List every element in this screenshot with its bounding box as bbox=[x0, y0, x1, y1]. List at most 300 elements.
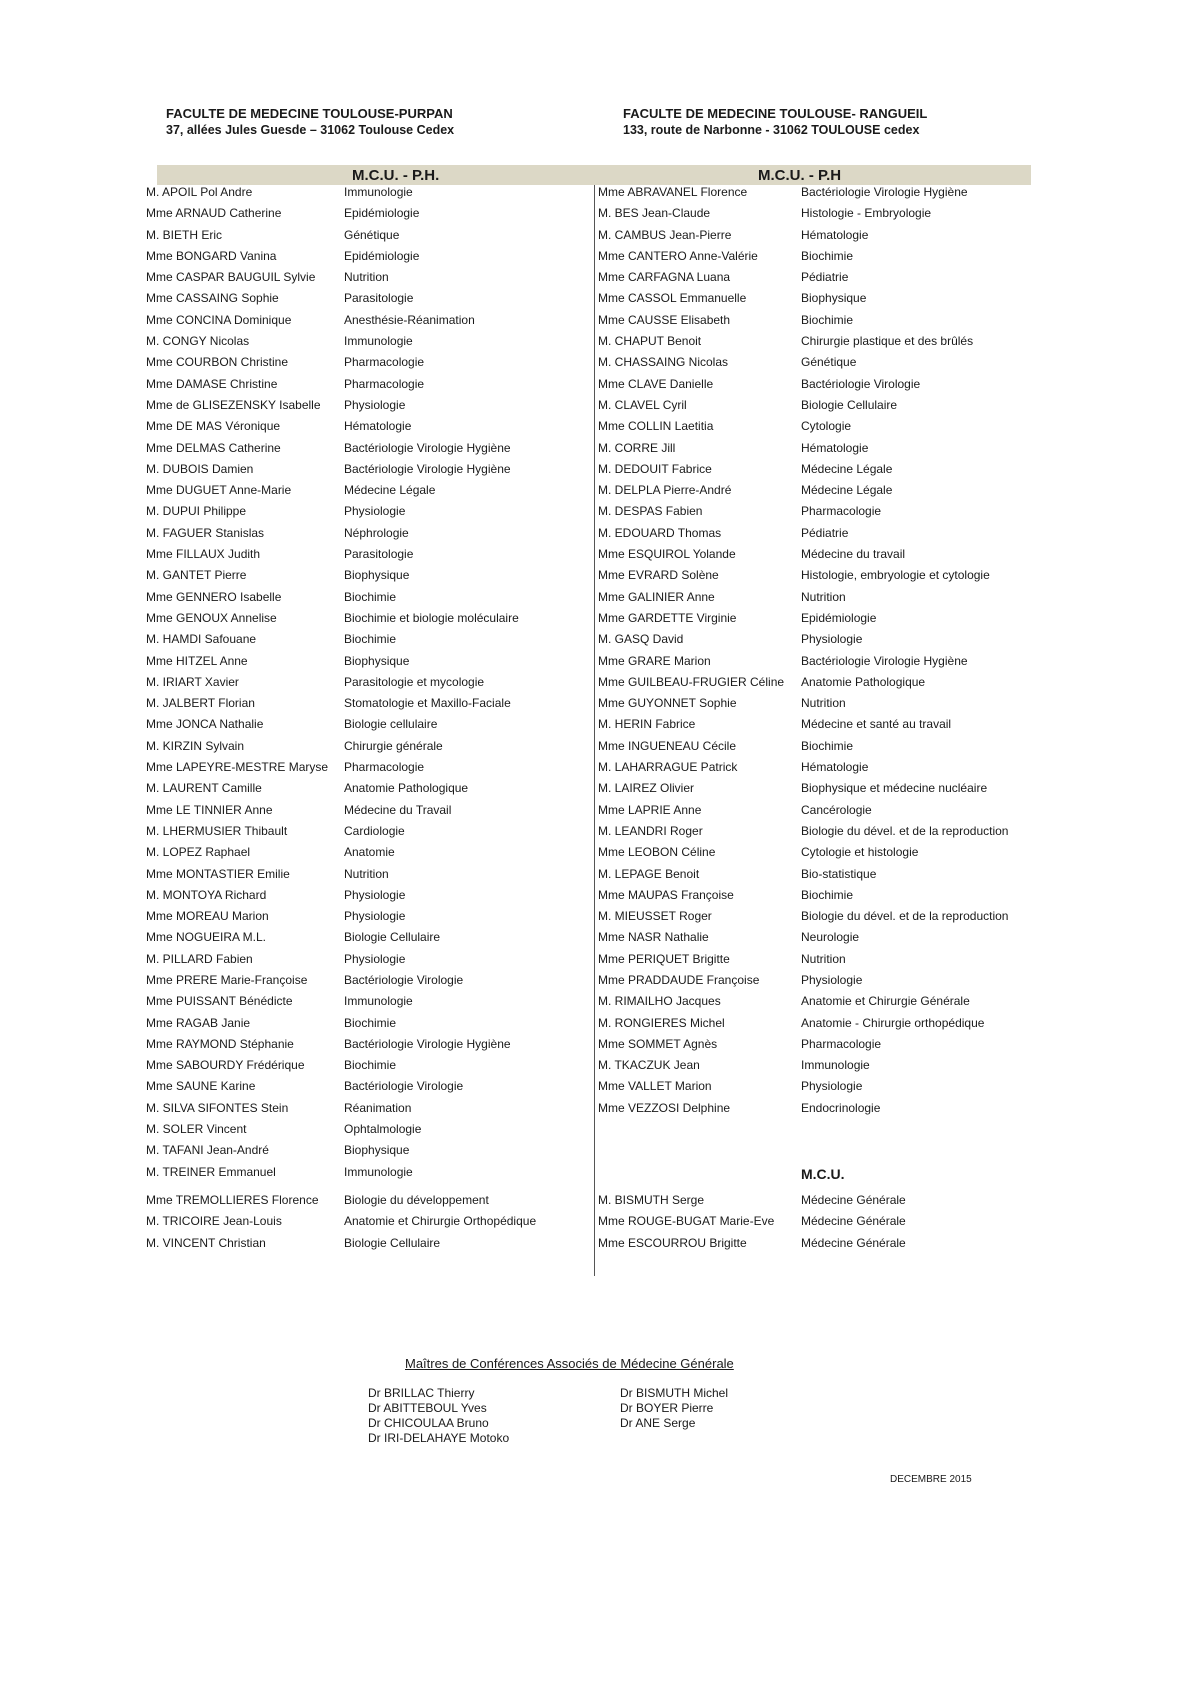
staff-specialty: Bactériologie Virologie bbox=[801, 376, 921, 391]
faculty-name-rangueil: FACULTE DE MEDECINE TOULOUSE- RANGUEIL bbox=[623, 106, 928, 121]
staff-name: Mme CAUSSE Elisabeth bbox=[598, 312, 731, 327]
list-item bbox=[146, 778, 576, 799]
list-item bbox=[598, 246, 1028, 267]
purpan-staff-list bbox=[146, 182, 576, 1183]
associates-title: Maîtres de Conférences Associés de Médecine Générale bbox=[405, 1356, 734, 1371]
staff-specialty: Anatomie et Chirurgie Orthopédique bbox=[344, 1214, 537, 1229]
list-item bbox=[146, 565, 576, 586]
list-item bbox=[598, 565, 1028, 586]
staff-name: Mme NASR Nathalie bbox=[598, 930, 709, 945]
list-item bbox=[146, 927, 576, 948]
list-item bbox=[146, 438, 576, 459]
list-item bbox=[598, 821, 1028, 842]
faculty-address-purpan: 37, allées Jules Guesde – 31062 Toulouse Cedex bbox=[166, 123, 455, 137]
staff-specialty: Bactériologie Virologie Hygiène bbox=[344, 461, 511, 476]
staff-specialty: Biologie du dével. et de la reproduction bbox=[801, 909, 1009, 924]
staff-specialty: Epidémiologie bbox=[344, 206, 420, 221]
header-purpan bbox=[166, 106, 454, 138]
staff-specialty: Biochimie et biologie moléculaire bbox=[344, 610, 519, 625]
list-item bbox=[146, 225, 576, 246]
staff-specialty: Physiologie bbox=[801, 632, 863, 647]
staff-name: M. DELPLA Pierre-André bbox=[598, 483, 732, 498]
staff-specialty: Pharmacologie bbox=[344, 376, 425, 391]
list-item bbox=[146, 608, 576, 629]
staff-name: M. KIRZIN Sylvain bbox=[146, 738, 245, 753]
staff-name: M. LAIREZ Olivier bbox=[598, 781, 695, 796]
staff-specialty: Nutrition bbox=[344, 270, 389, 285]
staff-specialty: Pédiatrie bbox=[801, 270, 849, 285]
associate-name: Dr BOYER Pierre bbox=[620, 1401, 714, 1415]
staff-name: M. CONGY Nicolas bbox=[146, 334, 250, 349]
staff-specialty: Chirurgie plastique et des brûlés bbox=[801, 334, 974, 349]
rangueil-staff-list bbox=[598, 182, 1028, 1119]
staff-specialty: Biophysique bbox=[344, 653, 410, 668]
staff-specialty: Parasitologie bbox=[344, 547, 414, 562]
rangueil-mcu-list bbox=[598, 1190, 1028, 1254]
list-item bbox=[598, 672, 1028, 693]
staff-specialty: Biologie cellulaire bbox=[344, 717, 438, 732]
staff-name: Mme BONGARD Vanina bbox=[146, 248, 277, 263]
staff-specialty: Pharmacologie bbox=[344, 760, 425, 775]
list-item bbox=[146, 1098, 576, 1119]
list-item bbox=[146, 267, 576, 288]
staff-specialty: Biologie du développement bbox=[344, 1193, 489, 1207]
list-item bbox=[146, 1034, 576, 1055]
staff-specialty: Bactériologie Virologie Hygiène bbox=[801, 185, 968, 199]
staff-name: Mme PUISSANT Bénédicte bbox=[146, 994, 293, 1009]
list-item bbox=[598, 693, 1028, 714]
list-item bbox=[146, 991, 576, 1012]
list-item bbox=[598, 1055, 1028, 1076]
list-item bbox=[598, 1013, 1028, 1034]
staff-name: Mme FILLAUX Judith bbox=[146, 547, 261, 562]
staff-name: M. LAHARRAGUE Patrick bbox=[598, 760, 738, 775]
list-item bbox=[146, 757, 576, 778]
faculty-name-purpan: FACULTE DE MEDECINE TOULOUSE-PURPAN bbox=[166, 106, 453, 121]
staff-name: M. TRICOIRE Jean-Louis bbox=[146, 1214, 282, 1229]
list-item bbox=[146, 182, 576, 203]
list-item bbox=[146, 1119, 576, 1140]
list-item bbox=[598, 395, 1028, 416]
staff-specialty: Physiologie bbox=[801, 972, 863, 987]
staff-specialty: Physiologie bbox=[344, 951, 406, 966]
staff-name: M. LEPAGE Benoit bbox=[598, 866, 700, 881]
staff-name: Mme NOGUEIRA M.L. bbox=[146, 930, 267, 945]
staff-name: M. RIMAILHO Jacques bbox=[598, 994, 721, 1009]
staff-name: Mme SABOURDY Frédérique bbox=[146, 1058, 305, 1073]
list-item bbox=[146, 352, 576, 373]
staff-name: Mme SAUNE Karine bbox=[146, 1079, 256, 1094]
staff-name: Mme DELMAS Catherine bbox=[146, 440, 281, 455]
list-item bbox=[598, 1233, 1028, 1254]
list-item bbox=[146, 1013, 576, 1034]
list-item bbox=[598, 906, 1028, 927]
staff-specialty: Physiologie bbox=[801, 1079, 863, 1094]
staff-name: Mme HITZEL Anne bbox=[146, 653, 248, 668]
list-item bbox=[146, 331, 576, 352]
section-title-purpan: M.C.U. - P.H. bbox=[352, 167, 440, 184]
list-item bbox=[146, 288, 576, 309]
list-item bbox=[598, 842, 1028, 863]
staff-name: Mme GALINIER Anne bbox=[598, 589, 715, 604]
section-title-rangueil: M.C.U. - P.H bbox=[758, 167, 842, 184]
staff-specialty: Biochimie bbox=[344, 1015, 397, 1030]
staff-specialty: Hématologie bbox=[801, 760, 869, 775]
list-item bbox=[146, 1162, 576, 1183]
staff-specialty: Biochimie bbox=[801, 738, 854, 753]
list-item bbox=[598, 310, 1028, 331]
staff-specialty: Endocrinologie bbox=[801, 1100, 881, 1115]
staff-name: Mme CLAVE Danielle bbox=[598, 376, 714, 391]
staff-name: Mme GENOUX Annelise bbox=[146, 610, 277, 625]
staff-specialty: Pharmacologie bbox=[344, 355, 425, 370]
staff-name: Mme GENNERO Isabelle bbox=[146, 589, 282, 604]
staff-name: M. LAURENT Camille bbox=[146, 781, 262, 796]
staff-specialty: Physiologie bbox=[344, 504, 406, 519]
staff-name: M. JALBERT Florian bbox=[146, 696, 255, 711]
staff-specialty: Parasitologie et mycologie bbox=[344, 674, 485, 689]
staff-name: M. HERIN Fabrice bbox=[598, 717, 696, 732]
list-item bbox=[598, 288, 1028, 309]
staff-name: Mme LEOBON Céline bbox=[598, 845, 716, 860]
staff-specialty: Anesthésie-Réanimation bbox=[344, 312, 475, 327]
list-item bbox=[146, 970, 576, 991]
staff-specialty: Parasitologie bbox=[344, 291, 414, 306]
staff-name: Mme PRADDAUDE Françoise bbox=[598, 972, 760, 987]
staff-name: Mme CASSOL Emmanuelle bbox=[598, 291, 747, 306]
staff-name: M. GASQ David bbox=[598, 632, 684, 647]
staff-name: M. TAFANI Jean-André bbox=[146, 1143, 269, 1158]
staff-name: M. BISMUTH Serge bbox=[598, 1193, 705, 1207]
list-item bbox=[146, 459, 576, 480]
list-item bbox=[146, 523, 576, 544]
staff-specialty: Anatomie - Chirurgie orthopédique bbox=[801, 1015, 985, 1030]
staff-name: Mme EVRARD Solène bbox=[598, 568, 719, 583]
staff-name: Mme CONCINA Dominique bbox=[146, 312, 292, 327]
staff-specialty: Médecine Générale bbox=[801, 1235, 906, 1250]
list-item bbox=[146, 864, 576, 885]
list-item bbox=[598, 203, 1028, 224]
staff-specialty: Biochimie bbox=[344, 589, 397, 604]
list-item bbox=[146, 651, 576, 672]
staff-specialty: Médecine et santé au travail bbox=[801, 717, 952, 732]
staff-specialty: Stomatologie et Maxillo-Faciale bbox=[344, 696, 511, 711]
list-item bbox=[146, 949, 576, 970]
staff-specialty: Biophysique et médecine nucléaire bbox=[801, 781, 988, 796]
list-item bbox=[598, 544, 1028, 565]
header-rangueil bbox=[623, 106, 927, 138]
list-item bbox=[598, 438, 1028, 459]
staff-specialty: Physiologie bbox=[344, 909, 406, 924]
column-divider bbox=[594, 185, 595, 1276]
staff-name: M. TREINER Emmanuel bbox=[146, 1164, 276, 1179]
list-item bbox=[598, 352, 1028, 373]
staff-specialty: Chirurgie générale bbox=[344, 738, 443, 753]
list-item bbox=[146, 1076, 576, 1097]
staff-name: Mme INGUENEAU Cécile bbox=[598, 738, 737, 753]
list-item bbox=[146, 1233, 576, 1254]
staff-name: Mme ABRAVANEL Florence bbox=[598, 185, 748, 199]
staff-name: M. IRIART Xavier bbox=[146, 674, 239, 689]
list-item bbox=[598, 459, 1028, 480]
associate-name: Dr ANE Serge bbox=[620, 1416, 696, 1430]
purpan-staff-list-bottom bbox=[146, 1190, 576, 1254]
list-item bbox=[598, 800, 1028, 821]
staff-specialty: Biologie du dével. et de la reproduction bbox=[801, 823, 1009, 838]
associate-name: Dr IRI-DELAHAYE Motoko bbox=[368, 1431, 510, 1445]
staff-name: Mme LE TINNIER Anne bbox=[146, 802, 273, 817]
list-item bbox=[146, 395, 576, 416]
staff-name: M. RONGIERES Michel bbox=[598, 1015, 725, 1030]
staff-specialty: Biophysique bbox=[344, 568, 410, 583]
staff-name: M. DEDOUIT Fabrice bbox=[598, 461, 712, 476]
staff-specialty: Hématologie bbox=[801, 440, 869, 455]
list-item bbox=[598, 1190, 1028, 1211]
list-item bbox=[598, 714, 1028, 735]
list-item bbox=[146, 1140, 576, 1161]
list-item bbox=[598, 885, 1028, 906]
staff-specialty: Immunologie bbox=[344, 994, 413, 1009]
staff-specialty: Anatomie bbox=[344, 845, 395, 860]
staff-specialty: Médecine du travail bbox=[801, 547, 906, 562]
list-item bbox=[146, 736, 576, 757]
list-item bbox=[146, 885, 576, 906]
staff-name: M. DUBOIS Damien bbox=[146, 461, 254, 476]
list-item bbox=[146, 629, 576, 650]
staff-specialty: Biophysique bbox=[801, 291, 867, 306]
list-item bbox=[146, 800, 576, 821]
list-item bbox=[146, 1190, 576, 1211]
associate-name: Dr BRILLAC Thierry bbox=[368, 1386, 475, 1400]
staff-specialty: Néphrologie bbox=[344, 525, 409, 540]
staff-name: M. DESPAS Fabien bbox=[598, 504, 703, 519]
list-item bbox=[146, 693, 576, 714]
staff-name: Mme GRARE Marion bbox=[598, 653, 711, 668]
staff-name: Mme GUYONNET Sophie bbox=[598, 696, 737, 711]
staff-name: M. FAGUER Stanislas bbox=[146, 525, 265, 540]
mcu-section-label: M.C.U. bbox=[801, 1166, 845, 1182]
list-item bbox=[598, 1076, 1028, 1097]
staff-specialty: Cardiologie bbox=[344, 823, 405, 838]
staff-specialty: Biochimie bbox=[801, 887, 854, 902]
list-item bbox=[598, 1098, 1028, 1119]
list-item bbox=[598, 182, 1028, 203]
staff-name: M. APOIL Pol Andre bbox=[146, 185, 253, 199]
list-item bbox=[146, 842, 576, 863]
staff-name: M. LOPEZ Raphael bbox=[146, 845, 251, 860]
staff-name: M. CORRE Jill bbox=[598, 440, 676, 455]
staff-specialty: Hématologie bbox=[801, 227, 869, 242]
staff-name: Mme TREMOLLIERES Florence bbox=[146, 1193, 319, 1207]
list-item bbox=[598, 523, 1028, 544]
staff-name: Mme COLLIN Laetitia bbox=[598, 419, 714, 434]
staff-name: Mme DAMASE Christine bbox=[146, 376, 278, 391]
staff-specialty: Immunologie bbox=[344, 185, 413, 199]
staff-name: M. MIEUSSET Roger bbox=[598, 909, 712, 924]
staff-name: Mme MAUPAS Françoise bbox=[598, 887, 734, 902]
staff-specialty: Génétique bbox=[344, 227, 400, 242]
list-item bbox=[598, 864, 1028, 885]
staff-name: Mme CANTERO Anne-Valérie bbox=[598, 248, 758, 263]
staff-specialty: Biochimie bbox=[801, 248, 854, 263]
staff-specialty: Biologie Cellulaire bbox=[801, 397, 898, 412]
staff-specialty: Réanimation bbox=[344, 1100, 412, 1115]
list-item bbox=[146, 501, 576, 522]
staff-specialty: Génétique bbox=[801, 355, 857, 370]
list-item bbox=[598, 374, 1028, 395]
staff-specialty: Médecine Générale bbox=[801, 1193, 906, 1207]
staff-name: M. MONTOYA Richard bbox=[146, 887, 267, 902]
staff-name: M. VINCENT Christian bbox=[146, 1235, 266, 1250]
list-item bbox=[146, 416, 576, 437]
staff-name: Mme PERIQUET Brigitte bbox=[598, 951, 730, 966]
list-item bbox=[598, 587, 1028, 608]
staff-specialty: Anatomie et Chirurgie Générale bbox=[801, 994, 970, 1009]
staff-name: Mme RAGAB Janie bbox=[146, 1015, 251, 1030]
staff-name: M. CAMBUS Jean-Pierre bbox=[598, 227, 732, 242]
staff-specialty: Cytologie et histologie bbox=[801, 845, 919, 860]
staff-name: Mme RAYMOND Stéphanie bbox=[146, 1036, 294, 1051]
staff-specialty: Histologie, embryologie et cytologie bbox=[801, 568, 990, 583]
staff-specialty: Neurologie bbox=[801, 930, 860, 945]
list-item bbox=[598, 991, 1028, 1012]
staff-name: M. CHAPUT Benoit bbox=[598, 334, 702, 349]
list-item bbox=[598, 331, 1028, 352]
staff-name: M. TKACZUK Jean bbox=[598, 1058, 700, 1073]
associates-list-left bbox=[368, 1386, 509, 1446]
list-item bbox=[598, 480, 1028, 501]
staff-name: M. PILLARD Fabien bbox=[146, 951, 253, 966]
staff-specialty: Médecine Légale bbox=[344, 483, 436, 498]
staff-name: Mme LAPEYRE-MESTRE Maryse bbox=[146, 760, 329, 775]
staff-name: Mme DUGUET Anne-Marie bbox=[146, 483, 292, 498]
staff-specialty: Bactériologie Virologie Hygiène bbox=[801, 653, 968, 668]
list-item bbox=[146, 672, 576, 693]
staff-specialty: Pharmacologie bbox=[801, 1036, 882, 1051]
staff-specialty: Ophtalmologie bbox=[344, 1122, 422, 1137]
staff-name: M. EDOUARD Thomas bbox=[598, 525, 722, 540]
staff-specialty: Cancérologie bbox=[801, 802, 872, 817]
staff-name: Mme MOREAU Marion bbox=[146, 909, 269, 924]
staff-name: Mme LAPRIE Anne bbox=[598, 802, 702, 817]
staff-specialty: Immunologie bbox=[344, 334, 413, 349]
document-date: DECEMBRE 2015 bbox=[890, 1474, 972, 1485]
staff-specialty: Bactériologie Virologie Hygiène bbox=[344, 440, 511, 455]
list-item bbox=[598, 629, 1028, 650]
list-item bbox=[146, 1211, 576, 1232]
list-item bbox=[146, 906, 576, 927]
staff-name: M. BIETH Eric bbox=[146, 227, 223, 242]
staff-specialty: Nutrition bbox=[344, 866, 389, 881]
staff-specialty: Nutrition bbox=[801, 951, 846, 966]
staff-name: Mme ESCOURROU Brigitte bbox=[598, 1235, 747, 1250]
staff-specialty: Nutrition bbox=[801, 589, 846, 604]
staff-name: Mme COURBON Christine bbox=[146, 355, 289, 370]
list-item bbox=[598, 778, 1028, 799]
list-item bbox=[598, 927, 1028, 948]
faculty-address-rangueil: 133, route de Narbonne - 31062 TOULOUSE cedex bbox=[623, 123, 920, 137]
associate-name: Dr BISMUTH Michel bbox=[620, 1386, 729, 1400]
list-item bbox=[598, 1211, 1028, 1232]
staff-name: Mme VALLET Marion bbox=[598, 1079, 712, 1094]
list-item bbox=[146, 310, 576, 331]
list-item bbox=[598, 736, 1028, 757]
list-item bbox=[146, 1055, 576, 1076]
staff-specialty: Biochimie bbox=[344, 1058, 397, 1073]
staff-specialty: Biologie Cellulaire bbox=[344, 1235, 441, 1250]
staff-name: Mme de GLISEZENSKY Isabelle bbox=[146, 397, 321, 412]
staff-specialty: Anatomie Pathologique bbox=[344, 781, 469, 796]
list-item bbox=[598, 225, 1028, 246]
staff-specialty: Immunologie bbox=[344, 1164, 413, 1179]
associate-name: Dr ABITTEBOUL Yves bbox=[368, 1401, 487, 1415]
list-item bbox=[598, 651, 1028, 672]
list-item bbox=[146, 480, 576, 501]
staff-specialty: Histologie - Embryologie bbox=[801, 206, 932, 221]
staff-name: M. CHASSAING Nicolas bbox=[598, 355, 729, 370]
staff-specialty: Biochimie bbox=[344, 632, 397, 647]
staff-name: Mme DE MAS Véronique bbox=[146, 419, 281, 434]
staff-specialty: Médecine du Travail bbox=[344, 802, 452, 817]
staff-name: Mme SOMMET Agnès bbox=[598, 1036, 718, 1051]
staff-name: M. LHERMUSIER Thibault bbox=[146, 823, 288, 838]
associate-name: Dr CHICOULAA Bruno bbox=[368, 1416, 489, 1430]
list-item bbox=[146, 203, 576, 224]
staff-specialty: Médecine Générale bbox=[801, 1214, 906, 1229]
staff-specialty: Epidémiologie bbox=[344, 248, 420, 263]
staff-specialty: Bactériologie Virologie Hygiène bbox=[344, 1036, 511, 1051]
staff-name: Mme ARNAUD Catherine bbox=[146, 206, 282, 221]
staff-specialty: Pédiatrie bbox=[801, 525, 849, 540]
staff-name: Mme ROUGE-BUGAT Marie-Eve bbox=[598, 1214, 775, 1229]
staff-name: Mme CARFAGNA Luana bbox=[598, 270, 731, 285]
associates-list-right bbox=[620, 1386, 728, 1431]
staff-name: Mme PRERE Marie-Françoise bbox=[146, 972, 308, 987]
list-item bbox=[146, 821, 576, 842]
staff-specialty: Médecine Légale bbox=[801, 461, 893, 476]
staff-name: M. HAMDI Safouane bbox=[146, 632, 257, 647]
staff-specialty: Hématologie bbox=[344, 419, 412, 434]
list-item bbox=[598, 970, 1028, 991]
staff-specialty: Epidémiologie bbox=[801, 610, 877, 625]
staff-name: Mme GARDETTE Virginie bbox=[598, 610, 737, 625]
staff-name: Mme CASSAING Sophie bbox=[146, 291, 279, 306]
staff-specialty: Physiologie bbox=[344, 397, 406, 412]
staff-name: M. DUPUI Philippe bbox=[146, 504, 247, 519]
staff-name: M. LEANDRI Roger bbox=[598, 823, 703, 838]
staff-name: M. GANTET Pierre bbox=[146, 568, 247, 583]
list-item bbox=[146, 374, 576, 395]
staff-name: M. SILVA SIFONTES Stein bbox=[146, 1100, 289, 1115]
list-item bbox=[598, 267, 1028, 288]
staff-specialty: Médecine Légale bbox=[801, 483, 893, 498]
staff-specialty: Biophysique bbox=[344, 1143, 410, 1158]
list-item bbox=[146, 246, 576, 267]
staff-specialty: Biologie Cellulaire bbox=[344, 930, 441, 945]
list-item bbox=[598, 501, 1028, 522]
staff-name: Mme VEZZOSI Delphine bbox=[598, 1100, 731, 1115]
list-item bbox=[598, 757, 1028, 778]
staff-name: Mme JONCA Nathalie bbox=[146, 717, 264, 732]
staff-specialty: Bio-statistique bbox=[801, 866, 877, 881]
staff-specialty: Bactériologie Virologie bbox=[344, 972, 464, 987]
staff-name: Mme ESQUIROL Yolande bbox=[598, 547, 736, 562]
list-item bbox=[598, 416, 1028, 437]
list-item bbox=[598, 949, 1028, 970]
staff-specialty: Physiologie bbox=[344, 887, 406, 902]
staff-name: Mme GUILBEAU-FRUGIER Céline bbox=[598, 674, 785, 689]
list-item bbox=[146, 544, 576, 565]
